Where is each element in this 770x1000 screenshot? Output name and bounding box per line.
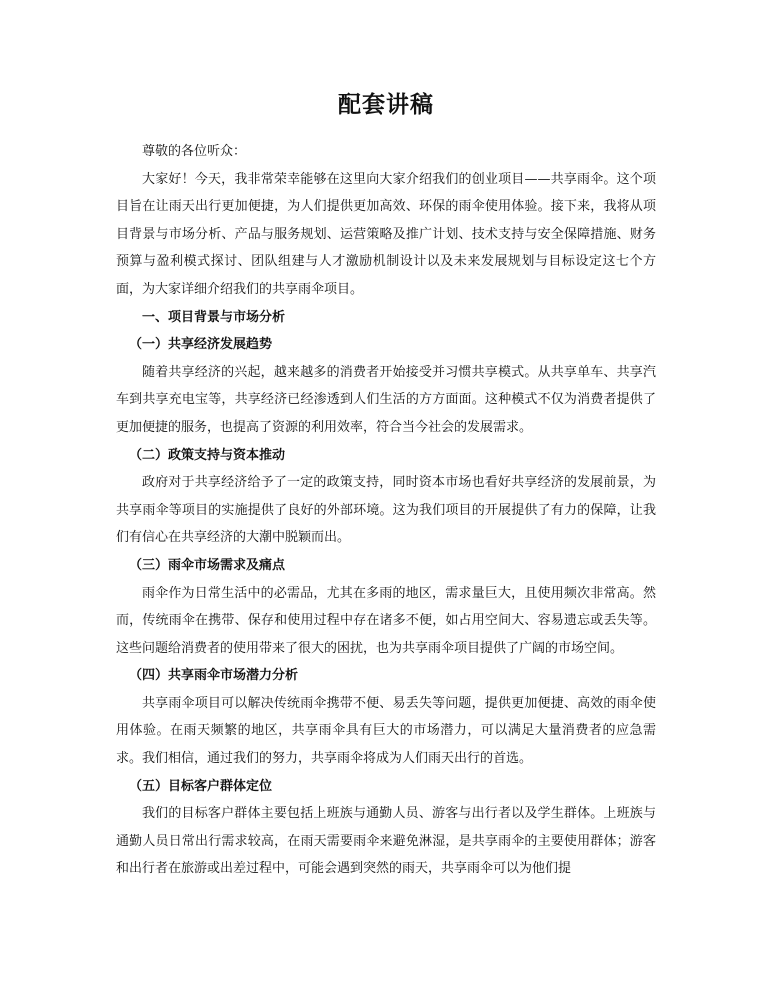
subsection-heading-potential: （四）共享雨伞市场潜力分析 xyxy=(129,668,299,684)
paragraph-potential: 共享雨伞项目可以解决传统雨伞携带不便、易丢失等问题，提供更加便捷、高效的雨伞使用体验。在雨天频繁的地区，共享雨伞具有巨大的市场潜力，可以满足大量消费者的应急需求。我们相信，通过我们的努力，共享雨伞将成为人们雨天出行的首选。 xyxy=(116,695,656,767)
subsection-heading-demand: （三）雨伞市场需求及痛点 xyxy=(129,557,286,573)
paragraph-policy: 政府对于共享经济给予了一定的政策支持，同时资本市场也看好共享经济的发展前景，为共享雨伞等项目的实施提供了良好的外部环境。这为我们项目的开展提供了有力的保障，让我们有信心在共享经济的大潮中脱颖而出。 xyxy=(116,475,656,546)
subsection-heading-target-customers: （五）目标客户群体定位 xyxy=(129,778,273,794)
page-title: 配套讲稿 xyxy=(338,91,434,118)
paragraph-target-customers: 我们的目标客户群体主要包括上班族与通勤人员、游客与出行者以及学生群体。上班族与通勤人员日常出行需求较高，在雨天需要雨伞来避免淋湿，是共享雨伞的主要使用群体；游客和出行者在旅游或出差过程中，可能会遇到突然的雨天，共享雨伞可以为他们提 xyxy=(116,806,656,877)
subsection-heading-policy: （二）政策支持与资本推动 xyxy=(129,447,286,463)
document-page xyxy=(116,88,656,883)
intro-paragraph: 大家好！今天，我非常荣幸能够在这里向大家介绍我们的创业项目——共享雨伞。这个项目旨在让雨天出行更加便捷，为人们提供更加高效、环保的雨伞使用体验。接下来，我将从项目背景与市场分析、产品与服务规划、运营策略及推广计划、技术支持与安全保障措施、财务预算与盈利模式探讨、团队组建与人才激励机制设计以及未来发展规划与目标设定这七个方面，为大家详细介绍我们的共享雨伞项目。 xyxy=(116,171,656,297)
section-heading-background: 一、项目背景与市场分析 xyxy=(142,309,286,325)
paragraph-sharing-economy: 随着共享经济的兴起，越来越多的消费者开始接受并习惯共享模式。从共享单车、共享汽车到共享充电宝等，共享经济已经渗透到人们生活的方方面面。这种模式不仅为消费者提供了更加便捷的服务，也提高了资源的利用效率，符合当今社会的发展需求。 xyxy=(116,364,656,435)
salutation: 尊敬的各位听众： xyxy=(142,144,247,159)
paragraph-demand: 雨伞作为日常生活中的必需品，尤其在多雨的地区，需求量巨大，且使用频次非常高。然而，传统雨伞在携带、保存和使用过程中存在诸多不便，如占用空间大、容易遗忘或丢失等。这些问题给消费者的使用带来了很大的困扰，也为共享雨伞项目提供了广阔的市场空间。 xyxy=(116,585,656,656)
subsection-heading-sharing-economy: （一）共享经济发展趋势 xyxy=(129,337,273,353)
